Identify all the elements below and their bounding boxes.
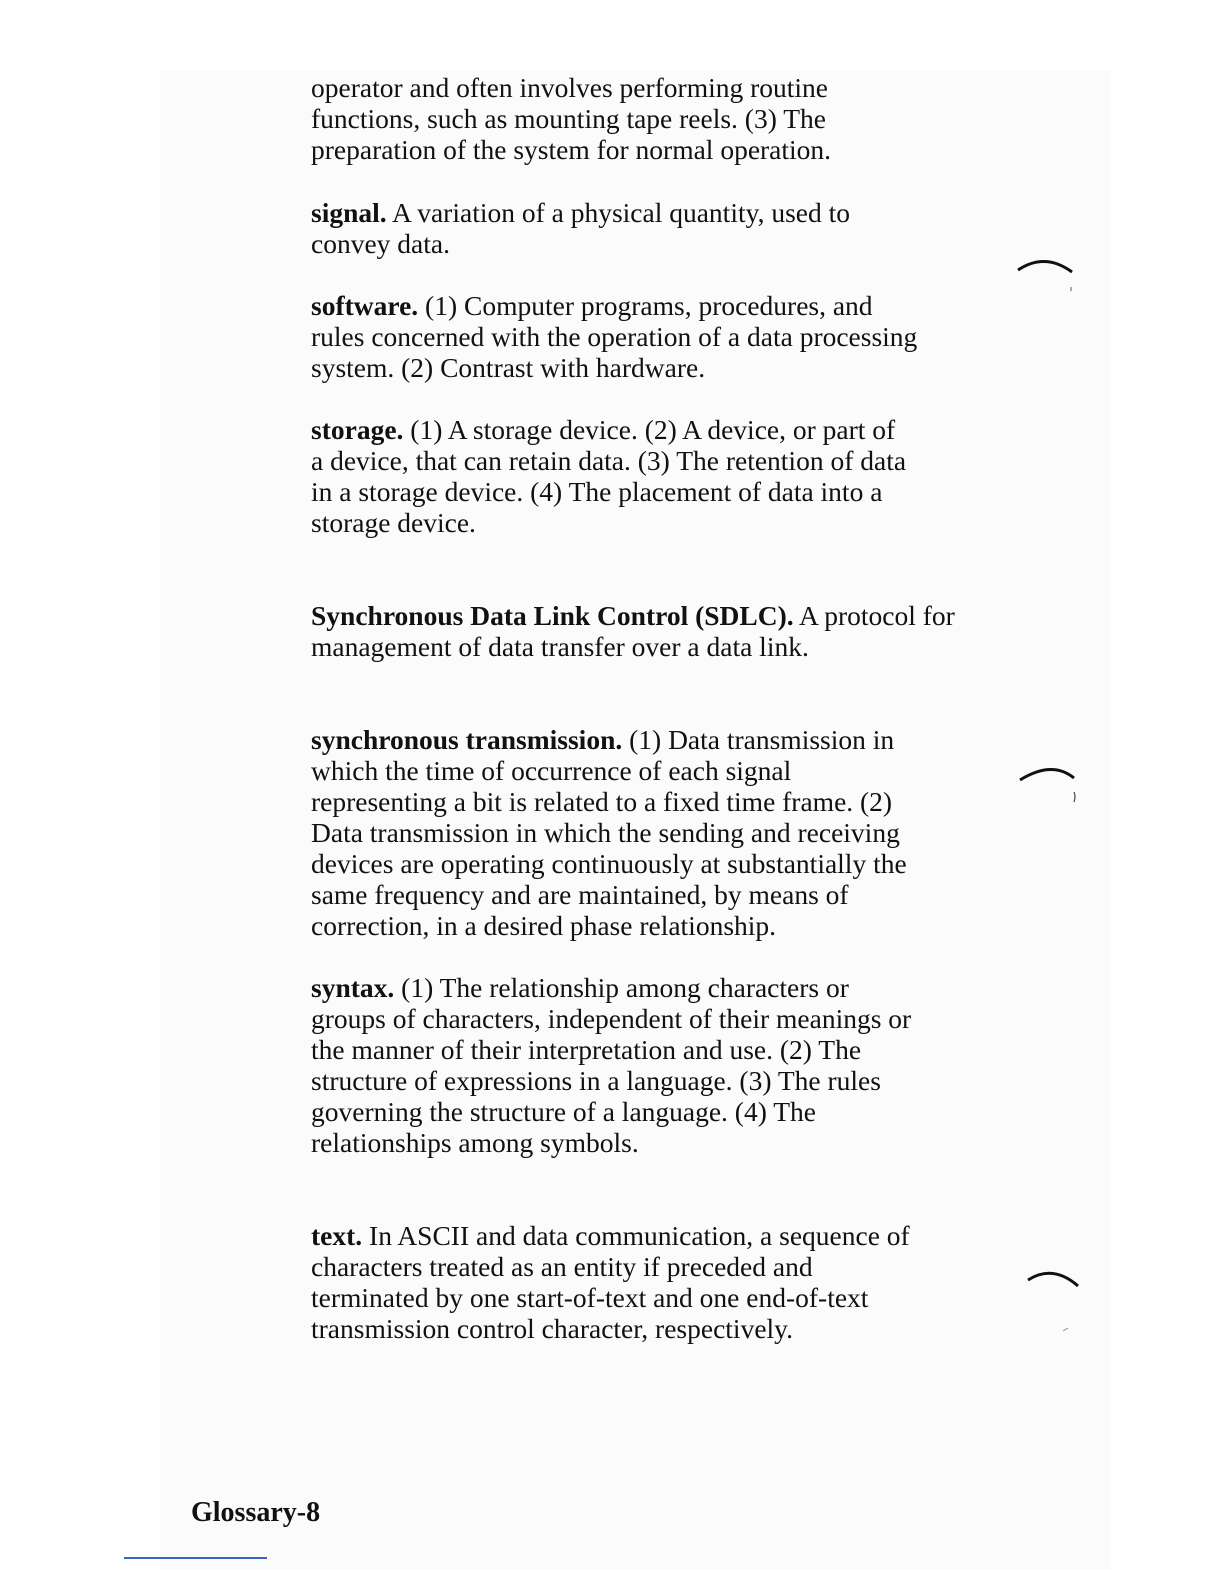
entry-first-line <box>311 290 1001 321</box>
entry-text-line: in a storage device. (4) The placement of data into a <box>311 476 883 507</box>
glossary-entry-software <box>311 290 1001 383</box>
entry-text-line: rules concerned with the operation of a data processing <box>311 321 918 352</box>
entry-text: A variation of a physical quantity, used to <box>386 197 850 228</box>
entry-text-line: terminated by one start-of-text and one end-of-text <box>311 1282 869 1313</box>
entry-text: (1) The relationship among characters or <box>394 972 849 1003</box>
entry-first-line <box>311 1220 1001 1251</box>
entry-term: Synchronous Data Link Control (SDLC). <box>311 600 794 631</box>
entry-text-line: characters treated as an entity if preceded and <box>311 1251 813 1282</box>
entry-text-line: operator and often involves performing routine <box>311 72 828 103</box>
entry-text-line: management of data transfer over a data link. <box>311 631 809 662</box>
glossary-entry-sdlc <box>311 600 1001 662</box>
entry-term: syntax. <box>311 972 395 1003</box>
entry-text-line: a device, that can retain data. (3) The retention of data <box>311 445 907 476</box>
entry-term: signal. <box>311 197 387 228</box>
entry-text-line: same frequency and are maintained, by means of <box>311 879 849 910</box>
entry-text: In ASCII and data communication, a sequence of <box>362 1220 910 1251</box>
entry-text: A protocol for <box>793 600 955 631</box>
entry-term: software. <box>311 290 419 321</box>
entry-text-line: governing the structure of a language. (4) The <box>311 1096 817 1127</box>
entry-first-line <box>311 724 1001 755</box>
entry-first-line <box>311 972 1001 1003</box>
glossary-entry-continuation <box>311 72 1001 165</box>
entry-text: (1) Data transmission in <box>622 724 895 755</box>
binder-arc-mark <box>1010 250 1080 300</box>
binder-arc-mark <box>1020 1262 1090 1332</box>
glossary-entry-syntax <box>311 972 1001 1158</box>
entry-text-line: Data transmission in which the sending and receiving <box>311 817 900 848</box>
entry-text-line: system. (2) Contrast with hardware. <box>311 352 706 383</box>
entry-text-line: functions, such as mounting tape reels. (3) The <box>311 103 826 134</box>
entry-term: storage. <box>311 414 404 445</box>
entry-text-line: correction, in a desired phase relationship. <box>311 910 777 941</box>
entry-text-line: devices are operating continuously at substantially the <box>311 848 907 879</box>
entry-first-line <box>311 197 1001 228</box>
entry-text: (1) Computer programs, procedures, and <box>418 290 873 321</box>
entry-text-line: relationships among symbols. <box>311 1127 639 1158</box>
entry-term: synchronous transmission. <box>311 724 623 755</box>
entry-text-line: transmission control character, respectively. <box>311 1313 794 1344</box>
entry-text-line: convey data. <box>311 228 450 259</box>
glossary-entry-synchronous-transmission <box>311 724 1001 941</box>
entry-text-line: groups of characters, independent of their meanings or <box>311 1003 912 1034</box>
glossary-entry-storage <box>311 414 1001 538</box>
page-number: Glossary-8 <box>191 1497 321 1528</box>
glossary-entry-text <box>311 1220 1001 1344</box>
entry-text-line: preparation of the system for normal operation. <box>311 134 832 165</box>
footer-rule <box>124 1557 267 1559</box>
entry-text-line: structure of expressions in a language. (3) The rules <box>311 1065 881 1096</box>
entry-text-line: the manner of their interpretation and use. (2) The <box>311 1034 862 1065</box>
entry-first-line <box>311 414 1001 445</box>
entry-term: text. <box>311 1220 363 1251</box>
entry-text-line: which the time of occurrence of each signal <box>311 755 792 786</box>
binder-arc-mark <box>1012 758 1082 808</box>
glossary-entry-signal <box>311 197 1001 259</box>
entry-text-line: representing a bit is related to a fixed time frame. (2) <box>311 786 893 817</box>
entry-text: (1) A storage device. (2) A device, or part of <box>403 414 896 445</box>
entry-first-line <box>311 600 1001 631</box>
entry-text-line: storage device. <box>311 507 476 538</box>
